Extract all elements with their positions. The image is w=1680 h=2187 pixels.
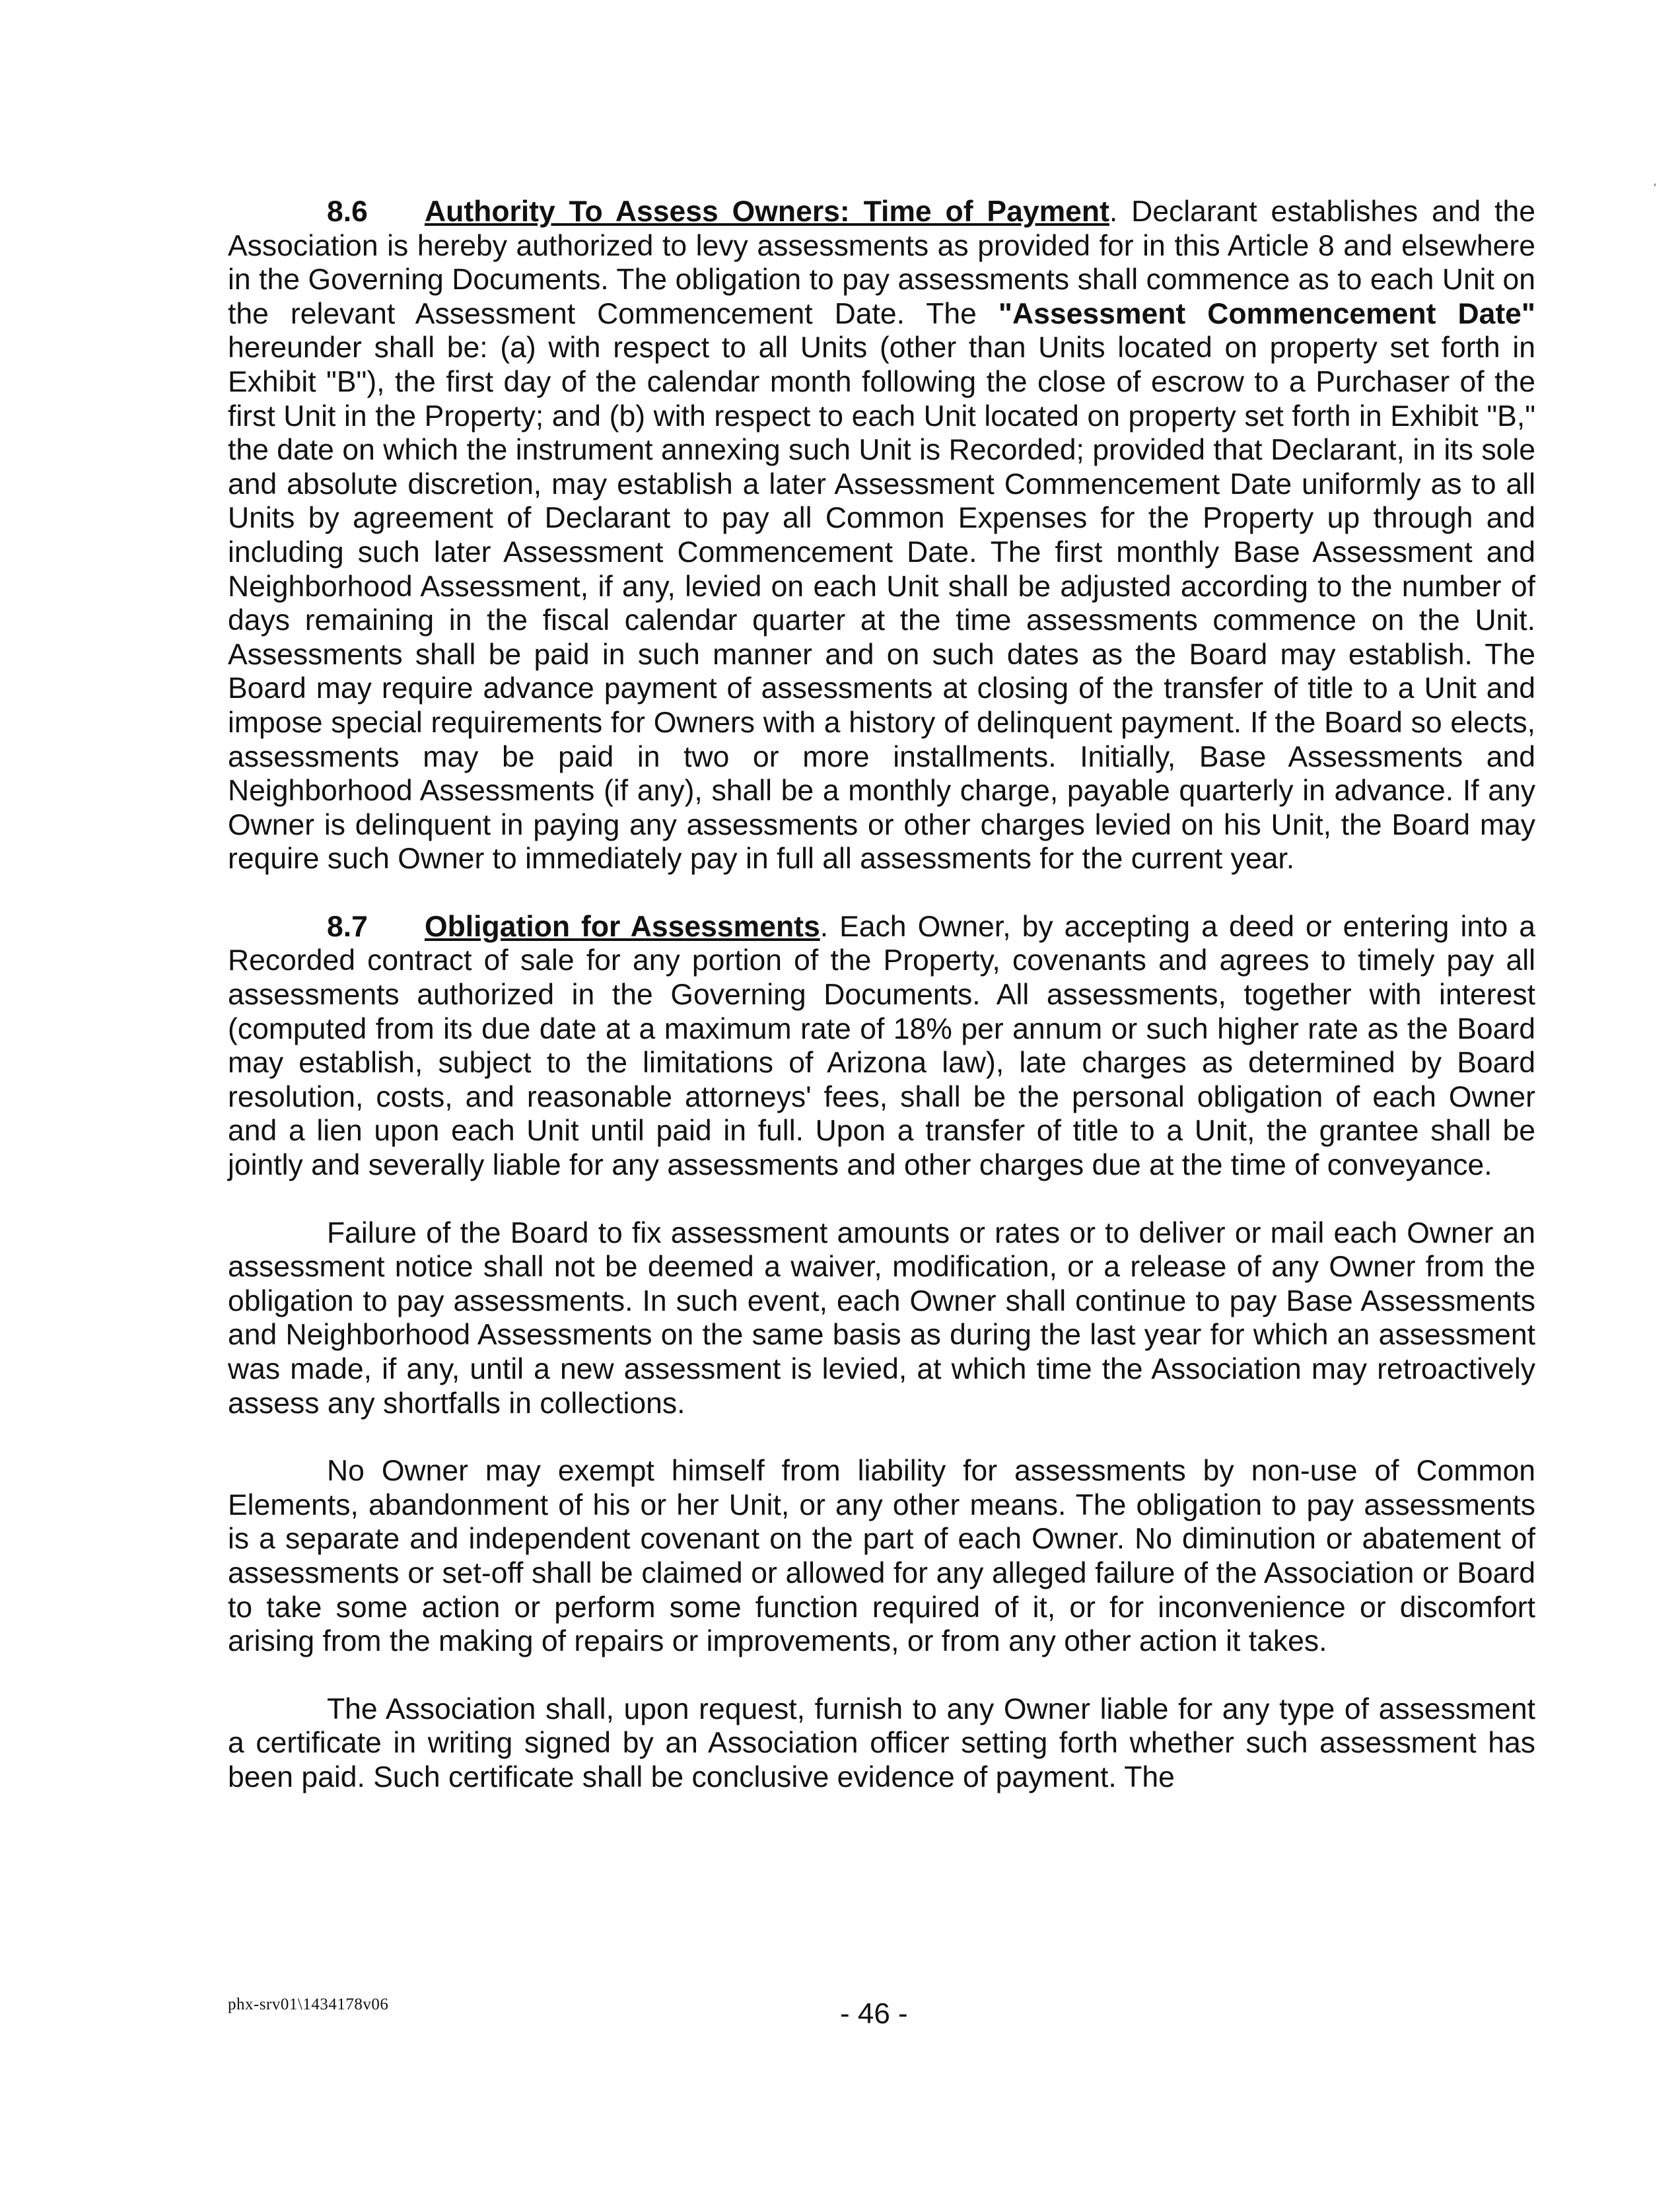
paragraph-certificate: The Association shall, upon request, furnish to any Owner liable for any type of assessment a certificate in writing signed by an Association officer setting forth whether such assessment has been paid. Such certificate shall be conclusive evidence of payment. The <box>228 1692 1535 1793</box>
page-number: - 46 - <box>840 1997 908 2030</box>
section-8-7 <box>228 910 1535 1183</box>
section-number: 8.7 <box>327 910 368 943</box>
section-number: 8.6 <box>327 195 368 228</box>
footer-document-id: phx-srv01\1434178v06 <box>228 1996 389 2013</box>
paragraph-failure-to-fix: Failure of the Board to fix assessment amounts or rates or to deliver or mail each Owner an assessment notice shall not be deemed a waiver, modification, or a release of any Owner from the obligation to pay assessments. In such event, each Owner shall continue to pay Base Assessments and Neighborhood Assessments on the same basis as during the last year for which an assessment was made, if any, until a new assessment is levied, at which time the Association may retroactively assess any shortfalls in collections. <box>228 1216 1535 1420</box>
section-text: . Each Owner, by accepting a deed or entering into a Recorded contract of sale for any portion of the Property, covenants and agrees to timely pay all assessments authorized in the Governing Documents. All assessments, together with interest (computed from its due date at a maximum rate of 18% per annum or such higher rate as the Board may establish, subject to the limitations of Arizona law), late charges as determined by Board resolution, costs, and reasonable attorneys' fees, shall be the personal obligation of each Owner and a lien upon each Unit until paid in full. Upon a transfer of title to a Unit, the grantee shall be jointly and severally liable for any assessments and other charges due at the time of conveyance. <box>228 910 1536 1182</box>
section-8-6 <box>228 195 1535 876</box>
section-text-continued: hereunder shall be: (a) with respect to all Units (other than Units located on property set forth in Exhibit "B"), the first day of the calendar month following the close of escrow to a Purchaser of the first Unit in the Property; and (b) with respect to each Unit located on property set forth in Exhibit "B," the date on which the instrument annexing such Unit is Recorded; provided that Declarant, in its sole and absolute discretion, may establish a later Assessment Commencement Date uniformly as to all Units by agreement of Declarant to pay all Common Expenses for the Property up through and including such later Assessment Commencement Date. The first monthly Base Assessment and Neighborhood Assessment, if any, levied on each Unit shall be adjusted according to the number of days remaining in the fiscal calendar quarter at the time assessments commence on the Unit. Assessments shall be paid in such manner and on such dates as the Board may establish. The Board may require advance payment of assessments at closing of the transfer of title to a Unit and impose special requirements for Owners with a history of delinquent payment. If the Board so elects, assessments may be paid in two or more installments. Initially, Base Assessments and Neighborhood Assessments (if any), shall be a monthly charge, payable quarterly in advance. If any Owner is delinquent in paying any assessments or other charges levied on his Unit, the Board may require such Owner to immediately pay in full all assessments for the current year. <box>228 331 1535 876</box>
section-title: Authority To Assess Owners: Time of Payment <box>425 195 1109 228</box>
section-text: . Declarant establishes and the Association is hereby authorized to levy assessments as provided for in this Article 8 and elsewhere in the Governing Documents. The obligation to pay assessments shall commence as to each Unit on the relevant Assessment Commencement Date. The <box>228 195 1535 330</box>
document-body <box>228 195 1535 1828</box>
scan-speck <box>1654 184 1656 186</box>
section-title: Obligation for Assessments <box>425 910 820 943</box>
defined-term: "Assessment Commencement Date" <box>998 297 1535 330</box>
paragraph-no-exemption: No Owner may exempt himself from liability for assessments by non-use of Common Elements, abandonment of his or her Unit, or any other means. The obligation to pay assessments is a separate and independent covenant on the part of each Owner. No diminution or abatement of assessments or set-off shall be claimed or allowed for any alleged failure of the Association or Board to take some action or perform some function required of it, or for inconvenience or discomfort arising from the making of repairs or improvements, or from any other action it takes. <box>228 1455 1535 1658</box>
